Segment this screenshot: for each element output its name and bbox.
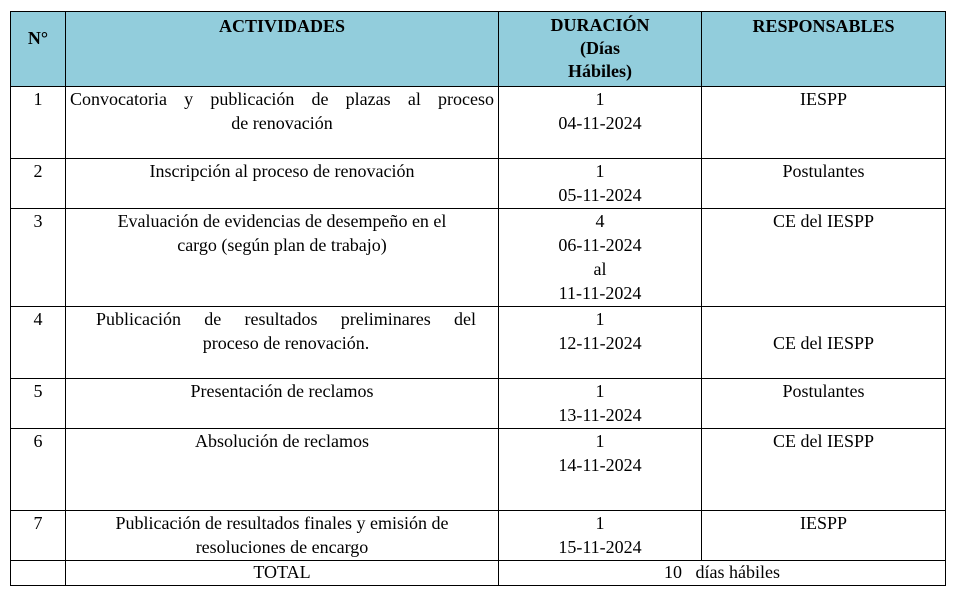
row-num: 5 [11,379,66,429]
row-num: 2 [11,159,66,209]
row-activity-line1: Evaluación de evidencias de desempeño en el [117,211,447,231]
table-row [11,209,946,307]
row-responsible [702,307,946,379]
row-responsible-label: CE del IESPP [772,333,874,353]
row-days: 1 [595,513,605,533]
row-activity-line1: Convocatoria y publicación de plazas al proceso [70,89,494,109]
row-activity-line1: Publicación de resultados preliminares del [96,309,476,329]
row-activity-line2: cargo (según plan de trabajo) [177,235,387,255]
row-num: 4 [11,307,66,379]
total-empty-cell [11,561,66,586]
row-days: 1 [595,381,605,401]
row-activity-line1: Inscripción al proceso de renovación [149,161,415,181]
row-num: 3 [11,209,66,307]
row-date: 15-11-2024 [558,537,642,557]
row-days: 1 [595,431,605,451]
row-num: 1 [11,87,66,159]
total-label: TOTAL [66,561,499,586]
row-days: 1 [595,309,605,329]
row-num: 7 [11,511,66,561]
header-num: N° [11,12,66,87]
row-activity [66,87,499,159]
row-days: 4 [595,211,605,231]
header-activities: ACTIVIDADES [66,12,499,87]
row-activity [66,429,499,511]
row-days: 1 [595,161,605,181]
header-duration-line2: (Días [580,38,620,58]
row-activity [66,159,499,209]
row-activity-line1: Publicación de resultados finales y emisión de [115,513,449,533]
total-row [11,561,946,586]
header-responsibles: RESPONSABLES [702,12,946,87]
row-activity [66,379,499,429]
row-activity-line2: resoluciones de encargo [195,537,369,557]
row-date: 14-11-2024 [558,455,642,475]
row-date: 05-11-2024 [558,185,642,205]
table-row [11,159,946,209]
row-responsible: Postulantes [702,159,946,209]
row-days: 1 [595,89,605,109]
row-date: 04-11-2024 [558,113,642,133]
row-responsible: IESPP [702,87,946,159]
row-responsible: CE del IESPP [702,209,946,307]
header-row [11,12,946,87]
row-duration [499,307,702,379]
table-row [11,307,946,379]
row-duration [499,429,702,511]
row-duration [499,209,702,307]
header-duration-line1: DURACIÓN [550,15,650,35]
row-duration [499,511,702,561]
row-duration [499,159,702,209]
row-activity-line1: Presentación de reclamos [190,381,374,401]
row-activity [66,307,499,379]
row-activity [66,209,499,307]
row-date-end: 11-11-2024 [558,283,642,303]
table-row [11,511,946,561]
row-responsible: Postulantes [702,379,946,429]
row-duration [499,379,702,429]
row-responsible: CE del IESPP [702,429,946,511]
header-duration-line3: Hábiles) [567,61,632,81]
row-date-separator: al [593,259,607,279]
table-row [11,379,946,429]
row-date: 13-11-2024 [558,405,642,425]
header-duration [499,12,702,87]
row-date: 12-11-2024 [558,333,642,353]
row-num: 6 [11,429,66,511]
row-activity [66,511,499,561]
total-value: 10 días hábiles [499,561,946,586]
row-date-start: 06-11-2024 [558,235,642,255]
row-responsible: IESPP [702,511,946,561]
row-activity-line2: de renovación [231,113,333,133]
table-row [11,87,946,159]
row-duration [499,87,702,159]
schedule-table [10,11,946,586]
row-activity-line2: proceso de renovación. [202,333,370,353]
row-activity-line1: Absolución de reclamos [195,431,369,451]
table-row [11,429,946,511]
